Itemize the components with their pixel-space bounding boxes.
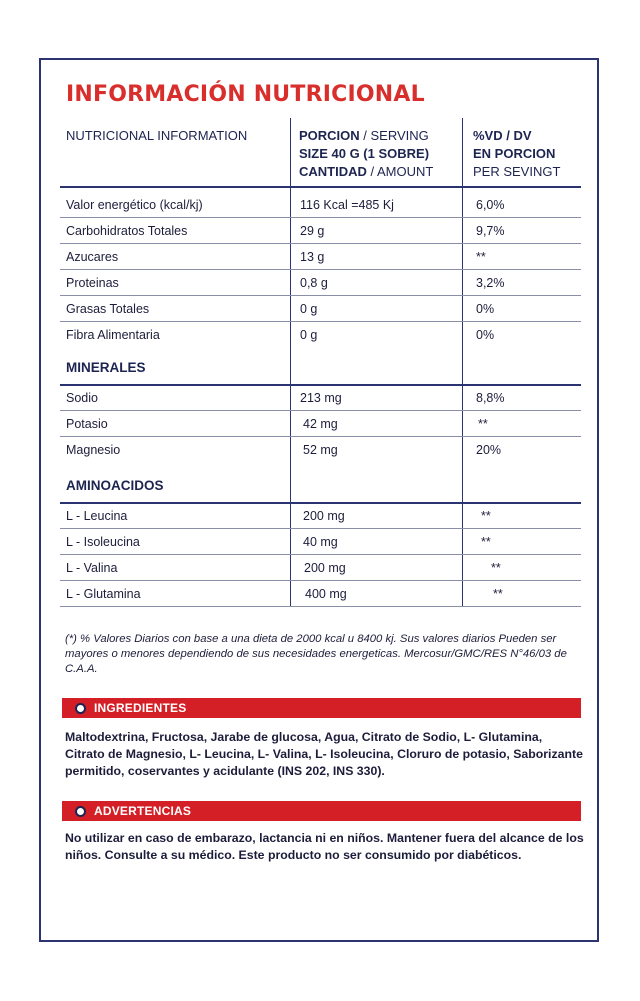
mineral-dv: 8,8% [476, 391, 505, 405]
nutrient-name: Grasas Totales [66, 302, 150, 316]
amino-amount: 400 mg [305, 587, 347, 601]
amino-name: L - Valina [66, 561, 118, 575]
mineral-amount: 52 mg [303, 443, 338, 457]
warnings-text: No utilizar en caso de embarazo, lactancia ni en niños. Mantener fuera del alcance de los niños. Consulte a su médico. Este producto no ser consumido por diabéticos. [65, 831, 584, 862]
row-divider [60, 269, 581, 270]
row-divider [60, 410, 581, 411]
nutrition-label-frame [39, 58, 599, 942]
mineral-amount: 213 mg [300, 391, 342, 405]
row-divider [60, 243, 581, 244]
warnings-banner [62, 801, 581, 821]
label-title: INFORMACIÓN NUTRICIONAL [66, 82, 425, 107]
nutrient-name: Fibra Alimentaria [66, 328, 160, 342]
row-divider [60, 528, 581, 529]
ingredients-text: Maltodextrina, Fructosa, Jarabe de glucosa, Agua, Citrato de Sodio, L- Glutamina, Citrato de Magnesio, L- Leucina, L- Valina, L- Isoleucina, Cloruro de potasio, Saborizante permitido, coservantes y acidulante (INS 202, INS 330). [65, 730, 583, 778]
nutrient-dv: 0% [476, 328, 495, 342]
table-bottom-divider [60, 606, 581, 607]
footnote: (*) % Valores Diarios con base a una dieta de 2000 kcal u 8400 kj. Sus valores diarios Pueden ser mayores o menores dependiendo de sus necesidades energeticas. Mercosur/GMC/RES N°46/03 de C.A.A. [65, 633, 567, 675]
nutrient-amount: 29 g [300, 224, 325, 238]
nutrient-amount: 0 g [300, 328, 318, 342]
mineral-dv: ** [478, 417, 488, 431]
ingredients-banner [62, 698, 581, 718]
mineral-name: Potasio [66, 417, 108, 431]
mineral-amount: 42 mg [303, 417, 338, 431]
nutrient-amount: 0,8 g [300, 276, 328, 290]
amino-dv: ** [491, 561, 501, 575]
row-divider [60, 580, 581, 581]
row-divider [60, 321, 581, 322]
nutrient-dv: 3,2% [476, 276, 505, 290]
row-divider [60, 436, 581, 437]
nutrient-dv: 9,7% [476, 224, 505, 238]
column-divider-2 [462, 118, 463, 606]
mineral-dv: 20% [476, 443, 502, 457]
bullet-icon [75, 806, 86, 817]
aminoacids-heading: AMINOACIDOS [66, 478, 164, 493]
aminoacids-divider [60, 502, 581, 504]
nutrient-amount: 0 g [300, 302, 318, 316]
nutrient-amount: 116 Kcal =485 Kj [300, 198, 394, 212]
bullet-icon [75, 703, 86, 714]
amino-dv: ** [481, 535, 491, 549]
row-divider [60, 554, 581, 555]
row-divider [60, 295, 581, 296]
nutrient-name: Carbohidratos Totales [66, 224, 188, 238]
header-col3: %VD / DV EN PORCION PER SEVINGT [473, 128, 561, 179]
header-col1: NUTRICIONAL INFORMATION [66, 128, 248, 143]
header-col2: PORCION / SERVING SIZE 40 G (1 SOBRE) CANTIDAD / AMOUNT [299, 128, 434, 179]
warnings-label: ADVERTENCIAS [94, 804, 192, 818]
amino-name: L - Leucina [66, 509, 128, 523]
mineral-name: Sodio [66, 391, 98, 405]
minerals-heading: MINERALES [66, 360, 146, 375]
amino-dv: ** [493, 587, 503, 601]
amino-dv: ** [481, 509, 491, 523]
amino-amount: 40 mg [303, 535, 338, 549]
nutrient-dv: 0% [476, 302, 495, 316]
minerals-divider [60, 384, 581, 386]
nutrient-dv: ** [476, 250, 486, 264]
nutrient-dv: 6,0% [476, 198, 505, 212]
mineral-name: Magnesio [66, 443, 121, 457]
nutrient-name: Valor energético (kcal/kj) [66, 198, 203, 212]
amino-name: L - Glutamina [66, 587, 141, 601]
amino-amount: 200 mg [304, 561, 346, 575]
row-divider [60, 217, 581, 218]
nutrient-name: Proteinas [66, 276, 119, 290]
header-divider [60, 186, 581, 188]
nutrient-amount: 13 g [300, 250, 325, 264]
amino-name: L - Isoleucina [66, 535, 140, 549]
column-divider-1 [290, 118, 291, 606]
ingredients-label: INGREDIENTES [94, 701, 187, 715]
nutrient-name: Azucares [66, 250, 119, 264]
amino-amount: 200 mg [303, 509, 345, 523]
